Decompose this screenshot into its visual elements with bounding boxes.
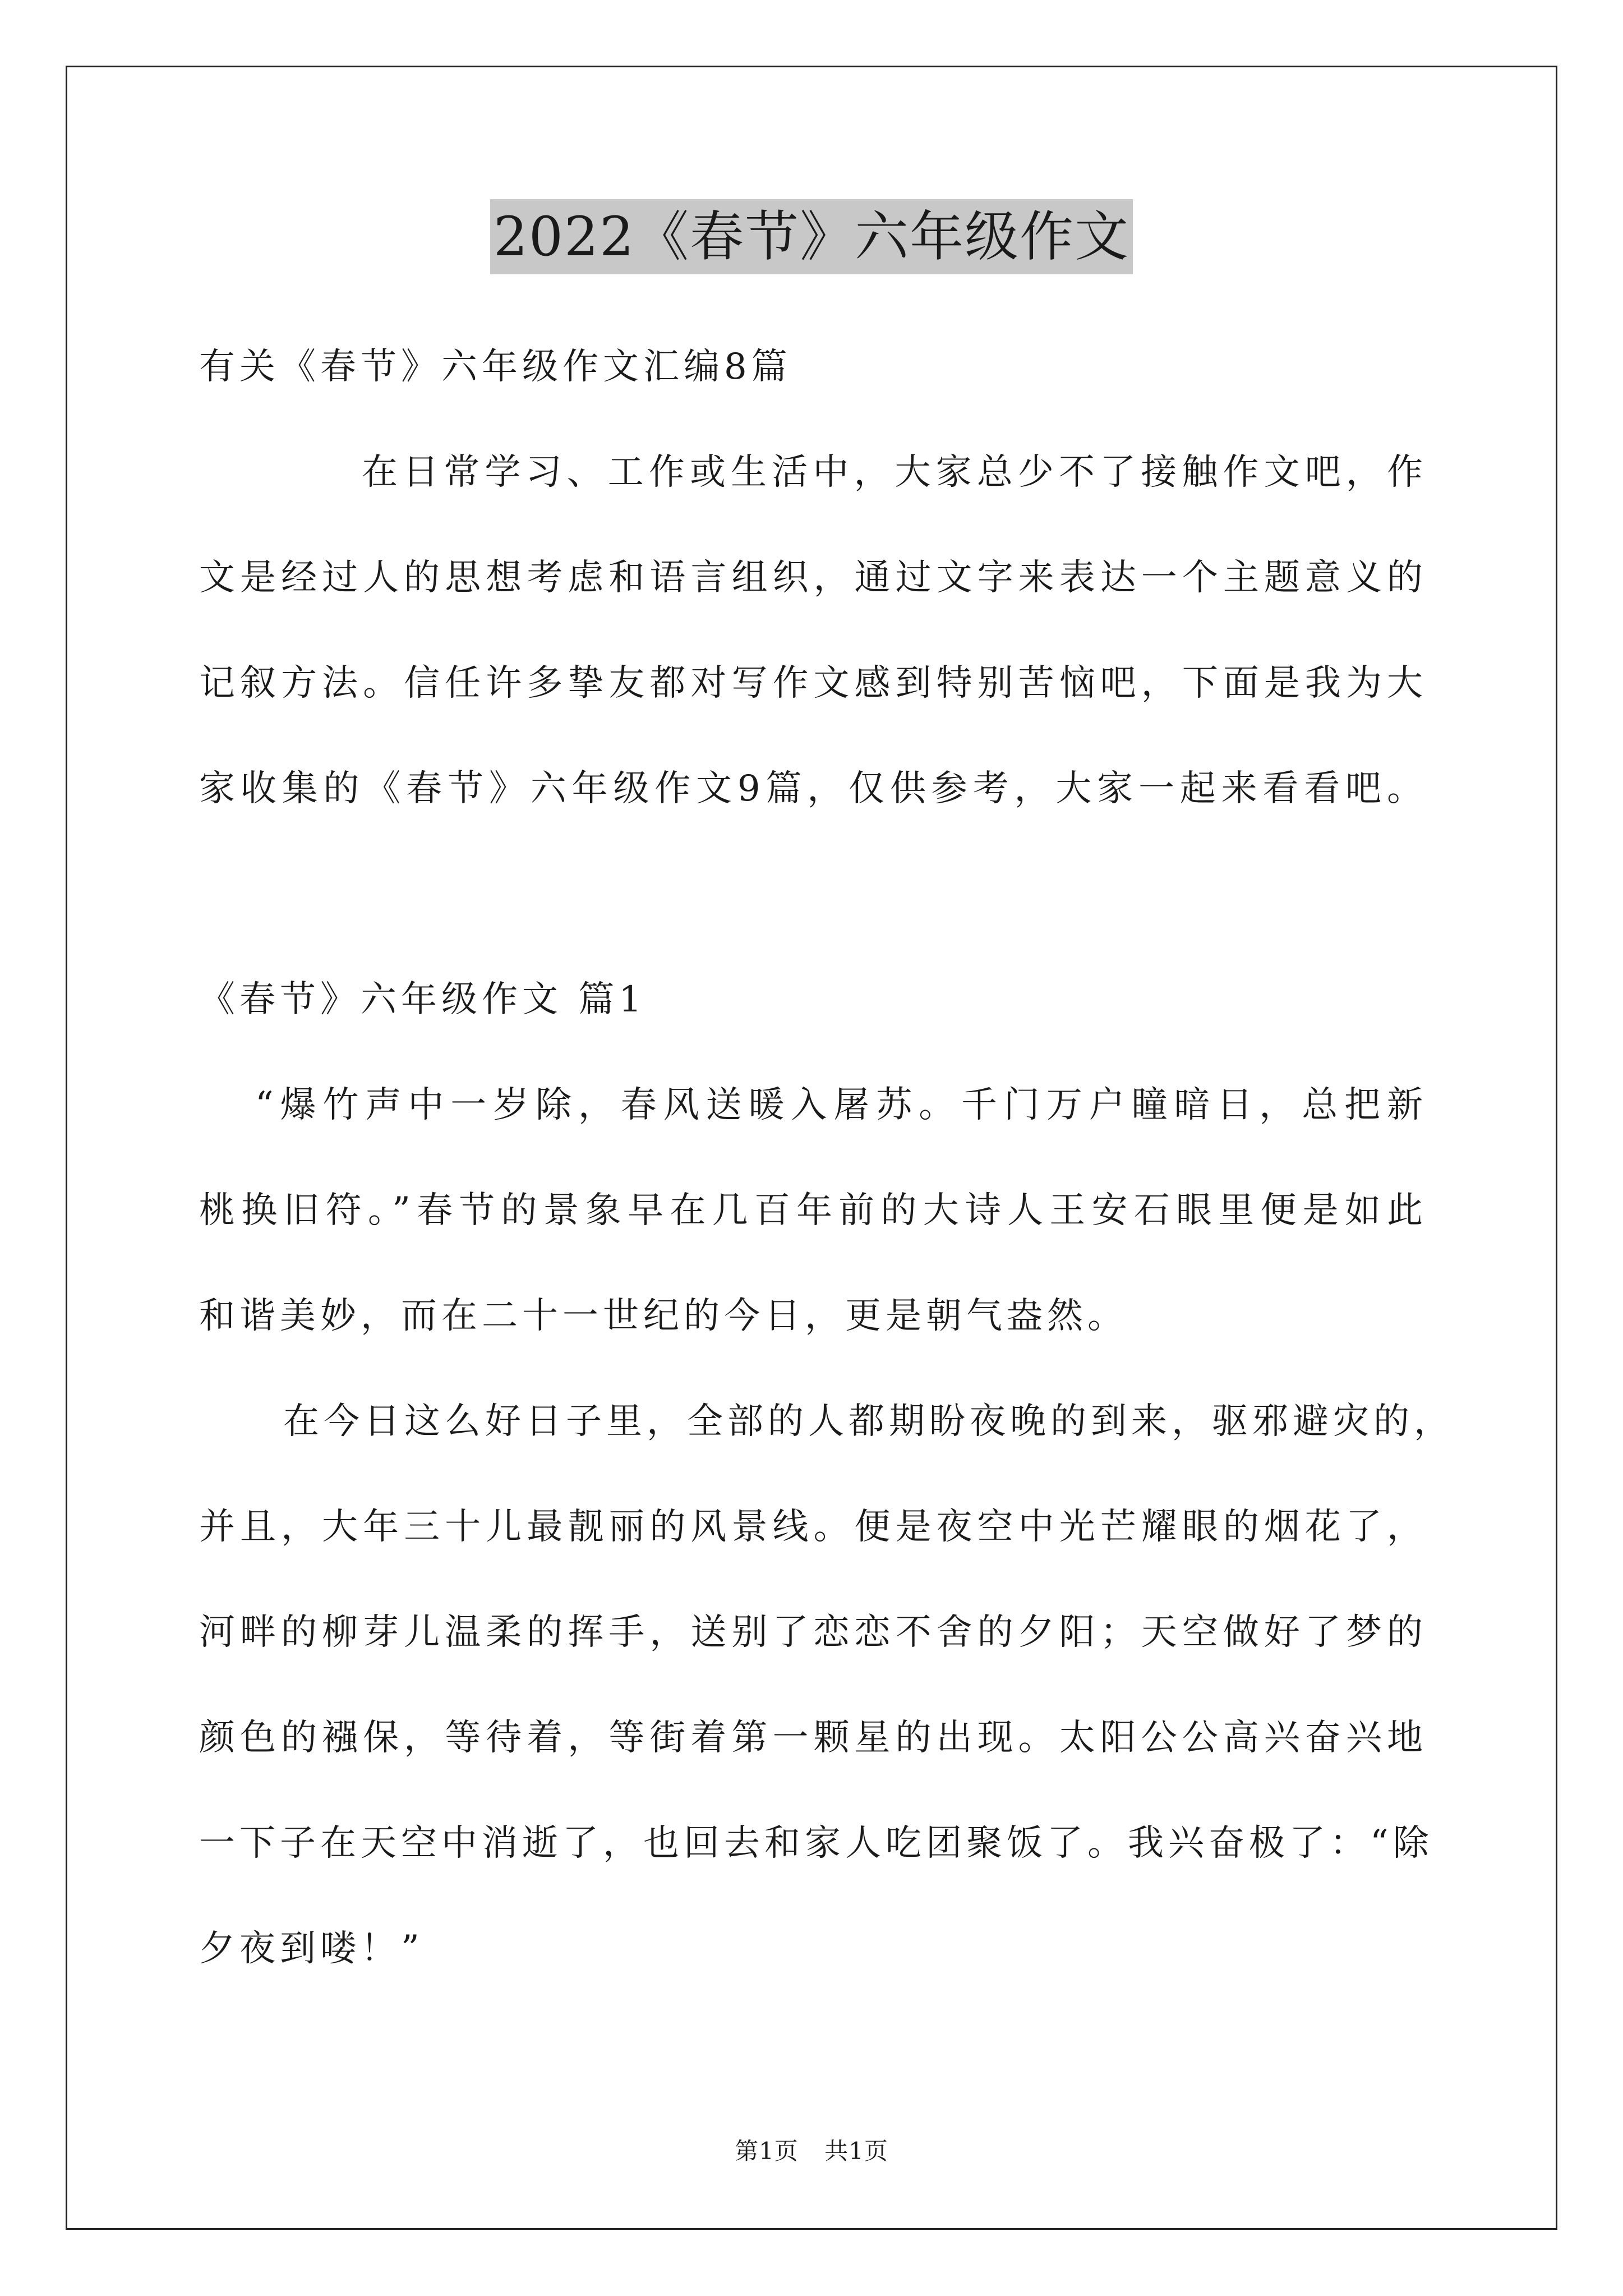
paragraph-line: 桃换旧符。”春节的景象早在几百年前的大诗人王安石眼里便是如此 (199, 1190, 1427, 1231)
document-subtitle: 有关《春节》六年级作文汇编8篇 (199, 346, 792, 388)
paragraph-line: 在今日这么好日子里，全部的人都期盼夜晚的到来，驱邪避灾的， (283, 1401, 1454, 1442)
section-heading: 《春节》六年级作文 篇1 (199, 979, 647, 1020)
intro-line: 记叙方法。信任许多挚友都对写作文感到特别苦恼吧，下面是我为大 (199, 662, 1427, 704)
document-body (199, 314, 1454, 2001)
paragraph-line: “爆竹声中一岁除，春风送暖入屠苏。千门万户瞳暗日，总把新 (255, 1084, 1427, 1126)
intro-line: 家收集的《春节》六年级作文9篇，仅供参考，大家一起来看看吧。 (199, 768, 1427, 809)
paragraph-line: 夕夜到喽！” (199, 1928, 424, 1970)
paragraph-line: 并且，大年三十儿最靓丽的风景线。便是夜空中光芒耀眼的烟花了， (199, 1506, 1427, 1548)
paragraph-line: 河畔的柳芽儿温柔的挥手，送别了恋恋不舍的夕阳；天空做好了梦的 (199, 1612, 1427, 1653)
title-container (0, 199, 1623, 274)
paragraph-line: 颜色的襁保，等待着，等街着第一颗星的出现。太阳公公高兴奋兴地 (199, 1717, 1427, 1759)
intro-line: 在日常学习、工作或生活中，大家总少不了接触作文吧，作 (362, 452, 1427, 493)
essay-paragraph-2 (199, 1369, 1454, 2001)
paragraph-line: 一下子在天空中消逝了，也回去和家人吃团聚饭了。我兴奋极了：“除 (199, 1823, 1433, 1864)
intro-line: 文是经过人的思想考虑和语言组织，通过文字来表达一个主题意义的 (199, 557, 1427, 599)
page-footer (0, 2134, 1623, 2168)
section-gap (199, 841, 1427, 947)
intro-paragraph (199, 420, 1427, 841)
page-total-count: 共1页 (824, 2137, 888, 2165)
essay-paragraph-1 (199, 1052, 1427, 1369)
paragraph-line: 和谐美妙，而在二十一世纪的今日，更是朝气盎然。 (199, 1295, 1128, 1337)
document-title: 2022《春节》六年级作文 (490, 199, 1133, 274)
page-current-number: 第1页 (735, 2137, 799, 2165)
